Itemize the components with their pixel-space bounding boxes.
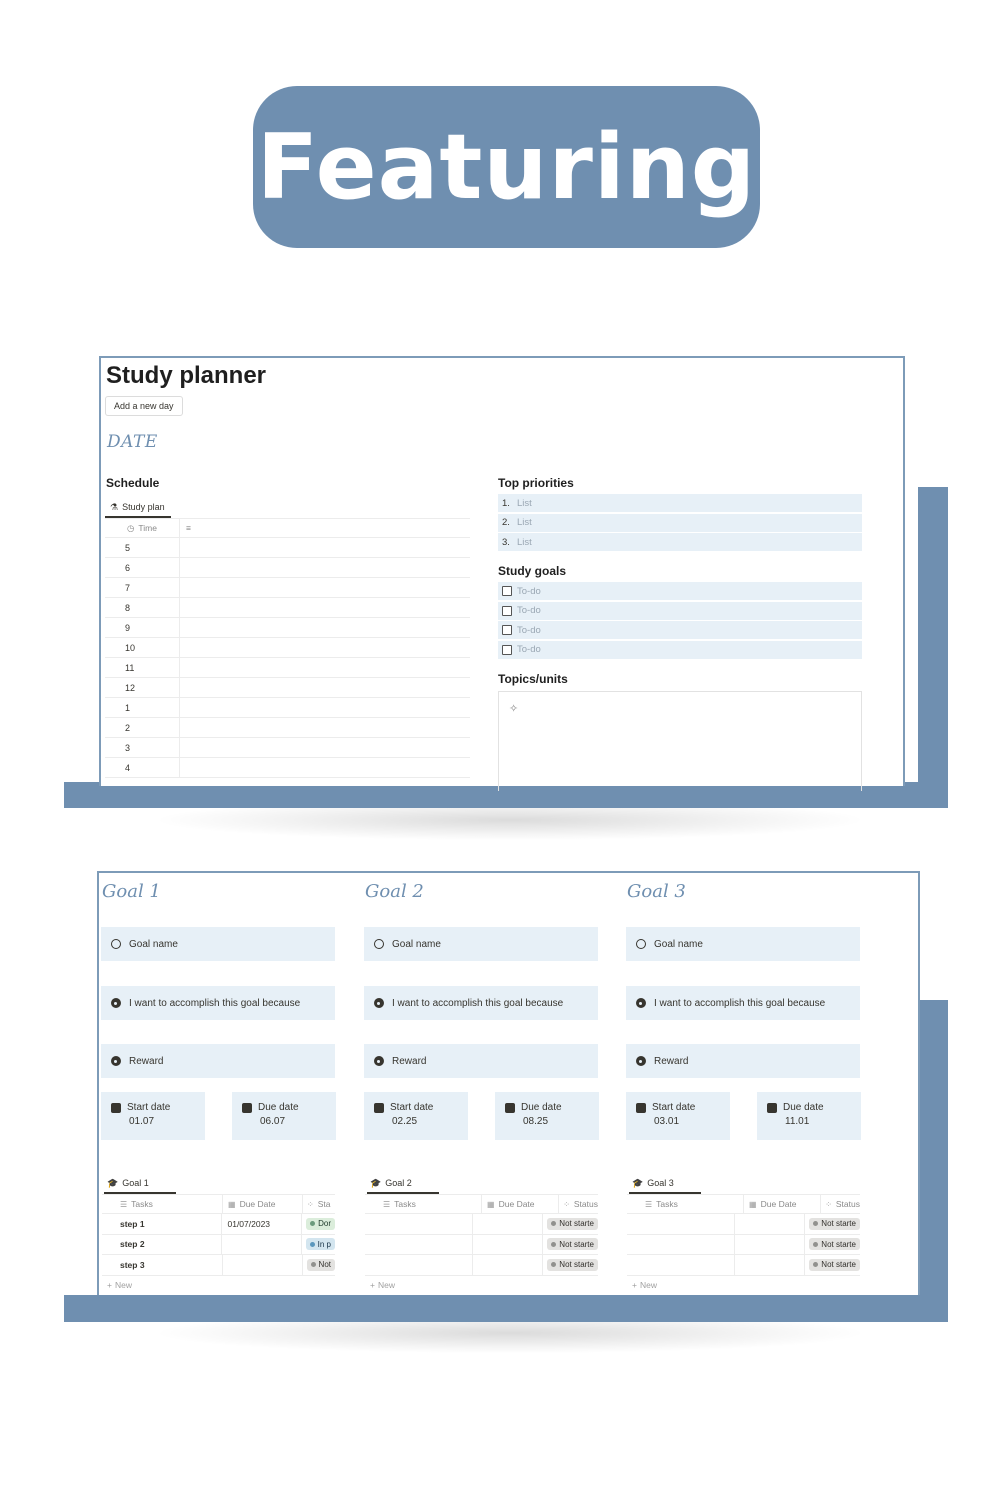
status-header-label: Sta xyxy=(317,1199,331,1209)
todo-checkbox[interactable] xyxy=(502,645,512,655)
list-number: 2. xyxy=(502,517,510,528)
text-lines-icon: ≡ xyxy=(186,523,191,533)
date-label-row xyxy=(242,1102,336,1113)
status-cell[interactable] xyxy=(303,1255,335,1275)
table-row[interactable] xyxy=(365,1255,598,1276)
due-cell[interactable] xyxy=(473,1214,543,1234)
time-cell[interactable]: 2 xyxy=(105,718,180,737)
goal-title: Goal 3 xyxy=(627,881,686,902)
featuring-banner xyxy=(253,86,760,248)
status-text: Not starte xyxy=(559,1239,594,1249)
reward-label: Reward xyxy=(392,1055,427,1067)
due-cell[interactable] xyxy=(735,1235,805,1255)
goal-column-2 xyxy=(362,873,598,1297)
tasks-header-label: Tasks xyxy=(131,1199,153,1209)
start-date-field[interactable] xyxy=(101,1092,205,1140)
tab-goal-1[interactable] xyxy=(104,1174,176,1194)
arrow-circle-icon xyxy=(111,998,121,1008)
goals-panel xyxy=(97,871,920,1295)
study-goals-heading: Study goals xyxy=(498,564,567,578)
topics-heading: Topics/units xyxy=(498,672,568,686)
goal-reason-field[interactable] xyxy=(364,986,598,1020)
graduation-cap-icon: 🎓 xyxy=(107,1177,119,1188)
due-cell[interactable] xyxy=(223,1255,303,1275)
status-dot xyxy=(310,1221,315,1226)
status-badge[interactable] xyxy=(547,1259,598,1271)
task-cell[interactable] xyxy=(365,1214,473,1234)
time-cell[interactable]: 4 xyxy=(105,758,180,777)
task-cell[interactable] xyxy=(627,1235,735,1255)
task-cell[interactable] xyxy=(627,1255,735,1275)
tasks-header-row xyxy=(102,1194,335,1214)
decor-bar-right xyxy=(918,487,948,808)
star-icon xyxy=(636,1056,646,1066)
status-badge[interactable] xyxy=(307,1259,335,1271)
schedule-table xyxy=(105,518,470,778)
status-dot xyxy=(813,1242,818,1247)
notes-cell[interactable] xyxy=(180,698,470,717)
plus-icon: + xyxy=(107,1279,112,1290)
calendar-icon: ▦ xyxy=(749,1199,757,1209)
decor-bar-right xyxy=(918,1000,948,1322)
plus-icon: + xyxy=(632,1279,637,1290)
table-row[interactable] xyxy=(365,1235,598,1256)
star-icon xyxy=(374,1056,384,1066)
todo-text: To-do xyxy=(517,605,541,616)
status-cell[interactable] xyxy=(805,1235,860,1255)
list-icon: ☰ xyxy=(383,1199,391,1209)
list-number: 3. xyxy=(502,536,510,548)
calendar-icon: ▦ xyxy=(228,1199,236,1209)
time-cell[interactable]: 9 xyxy=(105,618,180,637)
schedule-row[interactable] xyxy=(105,738,470,758)
todo-text: To-do xyxy=(517,644,541,655)
graduation-cap-icon: 🎓 xyxy=(370,1177,382,1188)
status-text: Not starte xyxy=(559,1260,594,1270)
status-badge[interactable] xyxy=(809,1218,860,1230)
status-badge[interactable] xyxy=(547,1218,598,1230)
table-row[interactable] xyxy=(627,1235,860,1256)
task-cell[interactable]: step 1 xyxy=(102,1214,222,1234)
status-header-label: Status xyxy=(835,1199,860,1209)
priority-text: List xyxy=(517,536,532,548)
status-badge[interactable] xyxy=(547,1238,598,1250)
priority-item[interactable] xyxy=(498,494,862,512)
plus-icon: + xyxy=(370,1279,375,1290)
tasks-column-header[interactable] xyxy=(365,1195,482,1213)
task-cell[interactable] xyxy=(627,1214,735,1234)
date-label-row xyxy=(767,1102,861,1113)
schedule-row[interactable] xyxy=(105,758,470,778)
due-date-column-header[interactable] xyxy=(223,1195,303,1213)
tab-study-plan[interactable] xyxy=(105,498,171,518)
notes-cell[interactable] xyxy=(180,718,470,737)
status-cell[interactable] xyxy=(543,1214,598,1234)
tasks-column-header[interactable] xyxy=(102,1195,223,1213)
sparkle-icon: ✧ xyxy=(509,703,519,715)
date-label: Start date xyxy=(390,1102,434,1113)
arrow-circle-icon xyxy=(636,998,646,1008)
tasks-header-row xyxy=(365,1194,598,1214)
schedule-row[interactable] xyxy=(105,658,470,678)
date-label: Start date xyxy=(127,1102,171,1113)
calendar-icon xyxy=(242,1103,252,1113)
schedule-row[interactable] xyxy=(105,678,470,698)
status-cell[interactable] xyxy=(302,1214,335,1234)
date-label-row xyxy=(374,1102,468,1113)
date-label: Start date xyxy=(652,1102,696,1113)
schedule-row[interactable] xyxy=(105,598,470,618)
reward-label: Reward xyxy=(129,1055,164,1067)
clock-icon: ◷ xyxy=(127,522,135,533)
date-value: 02.25 xyxy=(392,1116,418,1127)
date-label: Due date xyxy=(521,1102,562,1113)
arrow-circle-icon xyxy=(374,998,384,1008)
todo-checkbox[interactable] xyxy=(502,606,512,616)
due-cell[interactable]: 01/07/2023 xyxy=(222,1214,302,1234)
target-icon xyxy=(111,939,121,949)
time-column-header[interactable] xyxy=(105,519,180,537)
time-cell[interactable]: 7 xyxy=(105,578,180,597)
reason-label: I want to accomplish this goal because xyxy=(129,997,301,1009)
tasks-table xyxy=(365,1194,598,1294)
time-cell[interactable]: 3 xyxy=(105,738,180,757)
due-date-field[interactable] xyxy=(232,1092,336,1140)
status-cell[interactable] xyxy=(543,1235,598,1255)
status-dot xyxy=(551,1242,556,1247)
table-row[interactable] xyxy=(627,1255,860,1276)
time-cell[interactable]: 10 xyxy=(105,638,180,657)
start-date-field[interactable] xyxy=(626,1092,730,1140)
schedule-row[interactable] xyxy=(105,578,470,598)
goal-column-1 xyxy=(99,873,335,1297)
date-label: Due date xyxy=(258,1102,299,1113)
status-column-header[interactable] xyxy=(303,1195,335,1213)
new-row-button[interactable] xyxy=(102,1276,335,1294)
study-goals-list xyxy=(498,582,862,660)
goal-reason-field[interactable] xyxy=(626,986,860,1020)
schedule-row[interactable] xyxy=(105,638,470,658)
status-dot xyxy=(813,1262,818,1267)
status-text: Not starte xyxy=(821,1219,856,1229)
status-badge[interactable] xyxy=(306,1238,335,1250)
tasks-table xyxy=(627,1194,860,1294)
date-label-row xyxy=(505,1102,599,1113)
goal-name-field[interactable] xyxy=(364,927,598,961)
priority-item[interactable] xyxy=(498,514,862,532)
status-badge[interactable] xyxy=(809,1259,860,1271)
goal-name-field[interactable] xyxy=(626,927,860,961)
calendar-icon xyxy=(505,1103,515,1113)
tasks-header-row xyxy=(627,1194,860,1214)
table-row[interactable] xyxy=(102,1214,335,1235)
due-header-label: Due Date xyxy=(498,1199,535,1209)
tab-goal-2[interactable] xyxy=(367,1174,439,1194)
status-column-header[interactable] xyxy=(559,1195,598,1213)
target-icon xyxy=(374,939,384,949)
due-date-field[interactable] xyxy=(495,1092,599,1140)
status-text: Not starte xyxy=(559,1219,594,1229)
calendar-icon: ▦ xyxy=(487,1199,495,1209)
tab-label: Goal 1 xyxy=(122,1178,149,1188)
due-header-label: Due Date xyxy=(760,1199,797,1209)
time-cell[interactable]: 11 xyxy=(105,658,180,677)
schedule-row[interactable] xyxy=(105,558,470,578)
status-text: Not xyxy=(318,1260,331,1270)
todo-text: To-do xyxy=(517,585,541,597)
tab-label: Goal 2 xyxy=(385,1178,412,1188)
name-label: Goal name xyxy=(129,938,178,950)
notes-cell[interactable] xyxy=(180,598,470,617)
notes-column-header[interactable] xyxy=(180,519,470,537)
due-header-label: Due Date xyxy=(239,1199,276,1209)
schedule-row[interactable] xyxy=(105,538,470,558)
status-badge[interactable] xyxy=(809,1238,860,1250)
schedule-row[interactable] xyxy=(105,618,470,638)
star-icon xyxy=(111,1056,121,1066)
task-cell[interactable] xyxy=(365,1255,473,1275)
schedule-header-row xyxy=(105,518,470,538)
schedule-row[interactable] xyxy=(105,718,470,738)
notes-cell[interactable] xyxy=(180,578,470,597)
study-planner-panel xyxy=(99,356,905,786)
notes-cell[interactable] xyxy=(180,618,470,637)
banner-title: Featuring xyxy=(256,114,757,220)
target-icon xyxy=(636,939,646,949)
schedule-row[interactable] xyxy=(105,698,470,718)
task-cell[interactable]: step 3 xyxy=(102,1255,223,1275)
date-value: 08.25 xyxy=(523,1116,549,1127)
date-value: 01.07 xyxy=(129,1116,155,1127)
status-cell[interactable] xyxy=(805,1214,860,1234)
todo-checkbox[interactable] xyxy=(502,625,512,635)
decor-bar-bottom xyxy=(64,1295,948,1322)
goal-reward-field[interactable] xyxy=(101,1044,335,1078)
schedule-heading: Schedule xyxy=(106,476,160,490)
notes-cell[interactable] xyxy=(180,558,470,577)
reason-label: I want to accomplish this goal because xyxy=(654,997,826,1009)
notes-cell[interactable] xyxy=(180,758,470,777)
status-text: Not starte xyxy=(821,1239,856,1249)
start-date-field[interactable] xyxy=(364,1092,468,1140)
goal-reason-field[interactable] xyxy=(101,986,335,1020)
tab-label: Goal 3 xyxy=(647,1178,674,1188)
notes-cell[interactable] xyxy=(180,638,470,657)
todo-item[interactable] xyxy=(498,621,862,639)
name-label: Goal name xyxy=(654,938,703,950)
time-cell[interactable]: 8 xyxy=(105,598,180,617)
goal-title: Goal 2 xyxy=(365,881,424,902)
status-cell[interactable] xyxy=(302,1235,335,1255)
date-label: Due date xyxy=(783,1102,824,1113)
notes-cell[interactable] xyxy=(180,658,470,677)
todo-item[interactable] xyxy=(498,582,862,600)
page-title: Study planner xyxy=(106,362,267,389)
date-value: 03.01 xyxy=(654,1116,680,1127)
todo-checkbox[interactable] xyxy=(502,586,512,596)
due-date-column-header[interactable] xyxy=(744,1195,821,1213)
due-cell[interactable] xyxy=(222,1235,301,1255)
goal-reward-field[interactable] xyxy=(364,1044,598,1078)
table-row[interactable] xyxy=(102,1255,335,1276)
table-row[interactable] xyxy=(365,1214,598,1235)
date-label-row xyxy=(636,1102,730,1113)
topics-textbox[interactable] xyxy=(498,691,862,791)
time-cell[interactable]: 1 xyxy=(105,698,180,717)
priority-text: List xyxy=(517,497,532,509)
todo-item[interactable] xyxy=(498,641,862,659)
todo-item[interactable] xyxy=(498,602,862,620)
due-cell[interactable] xyxy=(473,1235,543,1255)
new-row-button[interactable] xyxy=(627,1276,860,1294)
goal-name-field[interactable] xyxy=(101,927,335,961)
tasks-table xyxy=(102,1194,335,1294)
graduation-cap-icon: 🎓 xyxy=(632,1177,644,1188)
due-date-column-header[interactable] xyxy=(482,1195,559,1213)
status-text: Dor xyxy=(318,1219,331,1229)
time-header-label: Time xyxy=(138,523,157,533)
new-row-button[interactable] xyxy=(365,1276,598,1294)
status-column-header[interactable] xyxy=(821,1195,860,1213)
tab-label: Study plan xyxy=(122,502,165,512)
new-label: New xyxy=(639,1279,657,1290)
table-row[interactable] xyxy=(102,1235,335,1256)
date-value: 11.01 xyxy=(785,1116,810,1127)
due-cell[interactable] xyxy=(735,1214,805,1234)
date-heading: DATE xyxy=(107,432,158,452)
due-date-field[interactable] xyxy=(757,1092,861,1140)
tasks-header-label: Tasks xyxy=(394,1199,416,1209)
notes-cell[interactable] xyxy=(180,538,470,557)
time-cell[interactable]: 5 xyxy=(105,538,180,557)
status-dot xyxy=(813,1221,818,1226)
status-spinner-icon: ⁘ xyxy=(307,1199,314,1209)
name-label: Goal name xyxy=(392,938,441,950)
goal-reward-field[interactable] xyxy=(626,1044,860,1078)
status-dot xyxy=(311,1262,316,1267)
status-dot xyxy=(551,1262,556,1267)
top-priorities-heading: Top priorities xyxy=(498,476,574,490)
date-value: 06.07 xyxy=(260,1116,286,1127)
reward-label: Reward xyxy=(654,1055,689,1067)
calendar-icon xyxy=(111,1103,121,1113)
new-label: New xyxy=(377,1279,395,1290)
status-spinner-icon: ⁘ xyxy=(563,1199,570,1209)
notes-cell[interactable] xyxy=(180,738,470,757)
status-dot xyxy=(310,1242,315,1247)
goal-column-3 xyxy=(624,873,860,1297)
date-label-row xyxy=(111,1102,205,1113)
status-text: In p xyxy=(317,1239,331,1249)
table-row[interactable] xyxy=(627,1214,860,1235)
list-icon: ☰ xyxy=(120,1199,128,1209)
new-label: New xyxy=(114,1279,132,1290)
status-cell[interactable] xyxy=(805,1255,860,1275)
status-badge[interactable] xyxy=(306,1218,335,1230)
calendar-icon xyxy=(767,1103,777,1113)
status-cell[interactable] xyxy=(543,1255,598,1275)
status-spinner-icon: ⁘ xyxy=(825,1199,832,1209)
study-plan-icon: ⚗ xyxy=(110,501,119,512)
tasks-header-label: Tasks xyxy=(656,1199,678,1209)
time-cell[interactable]: 6 xyxy=(105,558,180,577)
priority-item[interactable] xyxy=(498,533,862,551)
status-dot xyxy=(551,1221,556,1226)
task-cell[interactable]: step 2 xyxy=(102,1235,222,1255)
goal-title: Goal 1 xyxy=(102,881,161,902)
add-new-day-button[interactable]: Add a new day xyxy=(105,396,183,416)
calendar-icon xyxy=(374,1103,384,1113)
list-icon: ☰ xyxy=(645,1199,653,1209)
calendar-icon xyxy=(636,1103,646,1113)
priority-text: List xyxy=(517,517,532,528)
time-cell[interactable]: 12 xyxy=(105,678,180,697)
status-header-label: Status xyxy=(573,1199,598,1209)
tasks-column-header[interactable] xyxy=(627,1195,744,1213)
due-cell[interactable] xyxy=(735,1255,805,1275)
status-text: Not starte xyxy=(821,1260,856,1270)
reason-label: I want to accomplish this goal because xyxy=(392,997,564,1009)
task-cell[interactable] xyxy=(365,1235,473,1255)
list-number: 1. xyxy=(502,497,510,509)
due-cell[interactable] xyxy=(473,1255,543,1275)
top-priorities-list xyxy=(498,494,862,553)
todo-text: To-do xyxy=(517,624,541,636)
tab-goal-3[interactable] xyxy=(629,1174,701,1194)
notes-cell[interactable] xyxy=(180,678,470,697)
